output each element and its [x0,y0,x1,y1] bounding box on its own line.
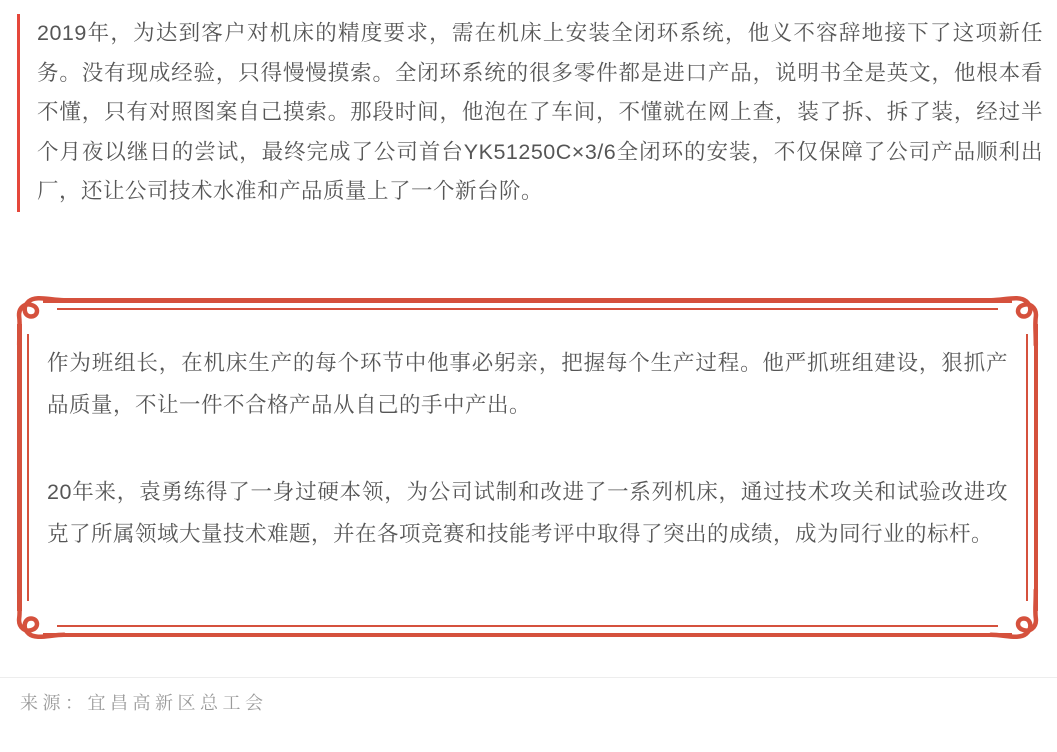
intro-paragraph-text: 2019年，为达到客户对机床的精度要求，需在机床上安装全闭环系统，他义不容辞地接下了这项新任务。没有现成经验，只得慢慢摸索。全闭环系统的很多零件都是进口产品，说明书全是英文，他根本看不懂，只有对照图案自己摸索。那段时间，他泡在了车间，不懂就在网上查，装了拆、拆了装，经过半个月夜以继日的尝试，最终完成了公司首台YK51250C×3/6全闭环的安装，不仅保障了公司产品顺利出厂，还让公司技术水准和产品质量上了一个新台阶。 [37,21,1043,203]
leaf-ornament-icon [17,589,65,637]
frame-inner-line-right [1026,334,1028,601]
highlight-box-content [47,298,1008,555]
frame-inner-line-bottom [57,625,998,627]
highlight-frame-box [17,298,1038,637]
source-attribution: 来源：宜昌高新区总工会 [20,693,268,713]
frame-inner-line-left [27,334,29,601]
highlight-paragraph-1: 作为班组长，在机床生产的每个环节中他事必躬亲，把握每个生产过程。他严抓班组建设，狠抓产品质量，不让一件不合格产品从自己的手中产出。 [47,351,1008,417]
frame-bottom-edge [43,633,1012,638]
leaf-ornament-icon [990,589,1038,637]
highlight-paragraph-2: 20年来，袁勇练得了一身过硬本领，为公司试制和改进了一系列机床，通过技术攻关和试验改进攻克了所属领域大量技术难题，并在各项竞赛和技能考评中取得了突出的成绩，成为同行业的标杆。 [47,480,1008,546]
footer-divider [0,677,1057,678]
frame-left-edge [17,324,22,611]
frame-right-edge [1034,324,1039,611]
intro-quote-block [17,14,1043,212]
